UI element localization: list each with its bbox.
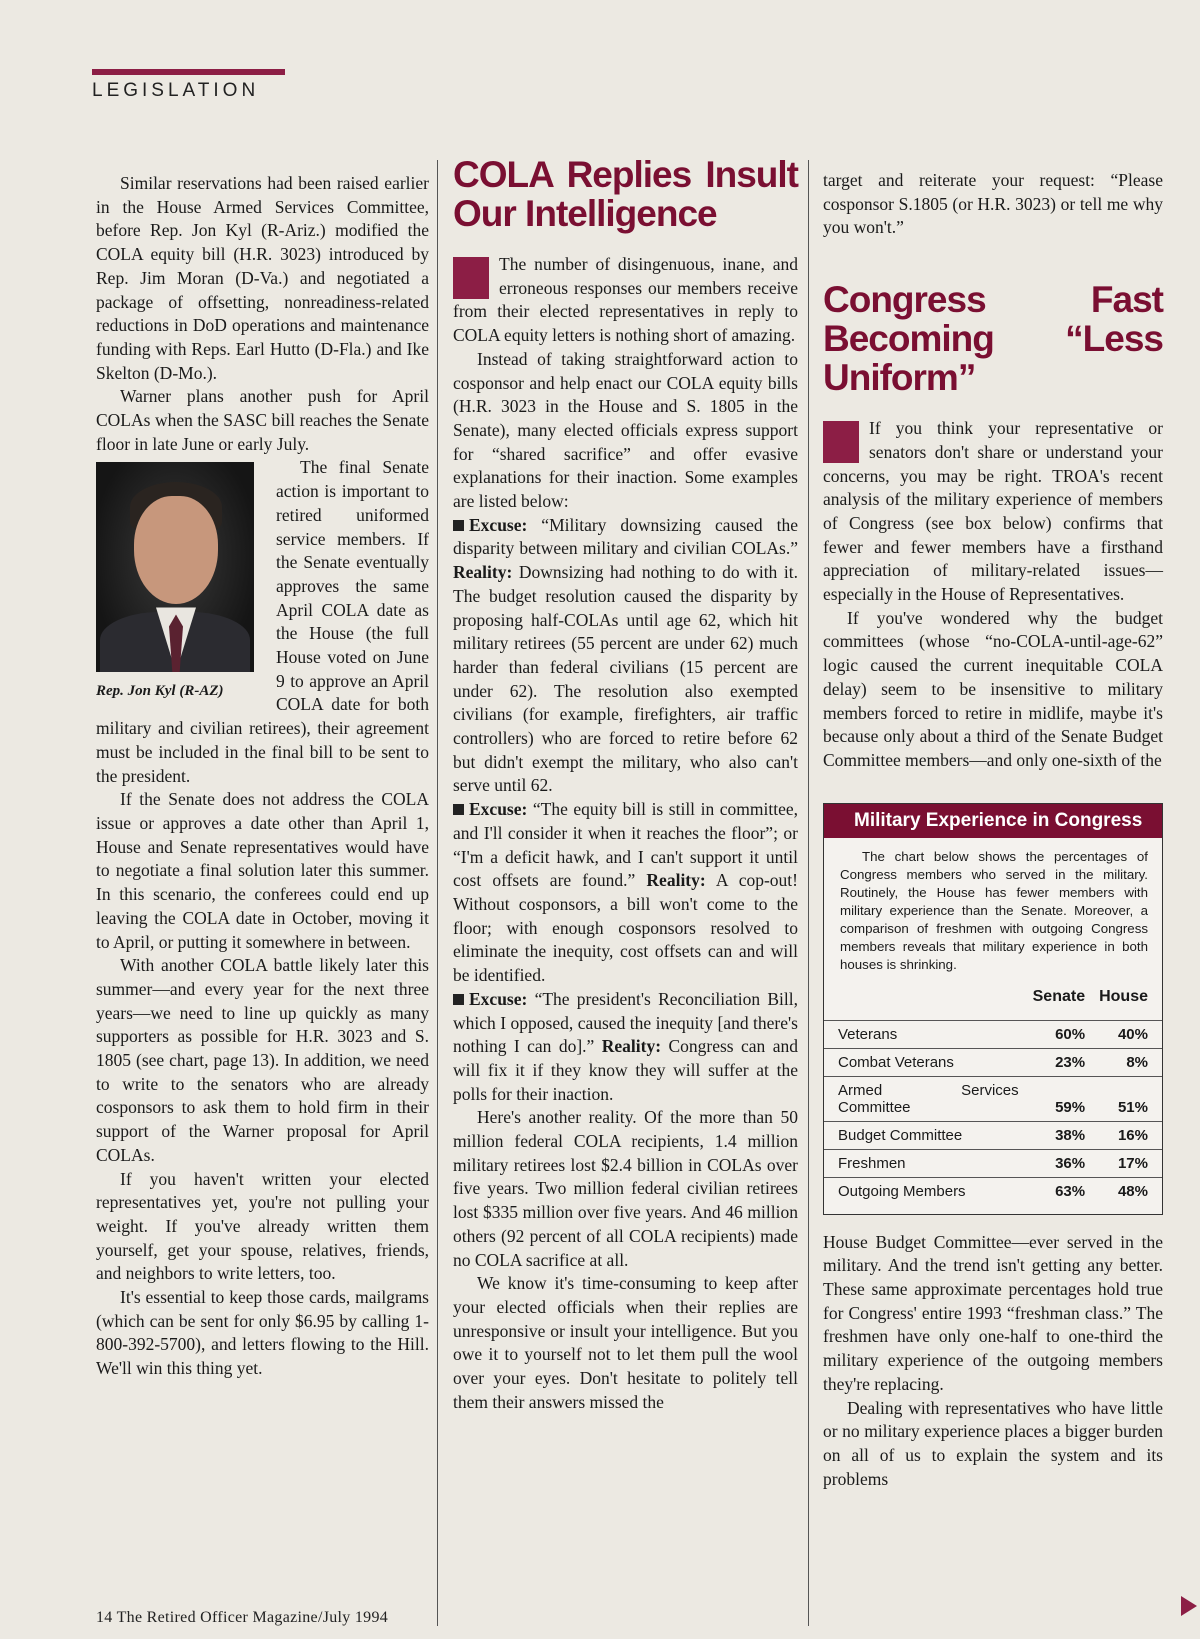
house-value: 51% [1099, 1076, 1162, 1121]
excuse-item [453, 988, 798, 1107]
paragraph: If the Senate does not address the COLA issue or approves a date other than April 1, House and Senate representatives would have to negotiate a final solution later this summer. In this scenario, the conferees could end up leaving the COLA date in October, moving it to April, or putting it somewhere in between. [96, 789, 429, 952]
excuse-text: “The equity bill is still in committee, and I'll consider it when it reaches the floor”; or “I'm a deficit hawk, and I can't support it until cost offsets are found.” [453, 799, 798, 891]
paragraph: If you haven't written your elected representatives yet, you're not pulling your weight. If you've already written them yourself, get your spouse, relatives, friends, and neighbors to write letters, too. [96, 1168, 429, 1284]
reality-text: Congress can and will fix it if they know they will suffer at the polls for their inaction. [453, 1036, 798, 1104]
paragraph-text: The number of disingenuous, inane, and erroneous responses our members receive from their elected representatives in reply to COLA equity letters is nothing short of amazing. [453, 254, 798, 346]
reality-label: Reality: [646, 870, 706, 891]
paragraph [453, 253, 798, 348]
excuse-item [453, 798, 798, 988]
paragraph: Warner plans another push for April COLAs when the SASC bill reaches the Senate floor in late June or early July. [96, 386, 429, 454]
column-divider-2 [808, 160, 809, 1626]
table-header-senate: Senate [1032, 987, 1086, 1005]
paragraph [823, 417, 1163, 607]
senate-value: 60% [1033, 1020, 1099, 1048]
continue-arrow-icon [1181, 1596, 1197, 1616]
house-value: 40% [1099, 1020, 1162, 1048]
table-header-row [824, 984, 1162, 1021]
page-footer: 14 The Retired Officer Magazine/July 1994 [96, 1609, 389, 1626]
row-label: Veterans [824, 1020, 1033, 1048]
paragraph: Dealing with representatives who have little or no military experience places a bigger burden on all of us to explain the system and its problems [823, 1397, 1163, 1489]
row-label: Armed Services Committee [824, 1076, 1033, 1121]
article-headline: COLA Replies Insult Our Intelligence [453, 154, 798, 234]
table-row [824, 1020, 1162, 1048]
table-row [824, 1076, 1162, 1121]
house-value: 48% [1099, 1177, 1162, 1214]
bullet-square-icon [453, 994, 464, 1005]
table-row [824, 1121, 1162, 1149]
reality-label: Reality: [453, 562, 513, 583]
paragraph-text: If you think your representative or senators don't share or understand your concerns, you may be right. TROA's recent analysis of the military experience of members of Congress (see box below) confirms that fewer and fewer members have a firsthand appreciation of military-related issues—especially in the House of Representatives. [823, 418, 1163, 605]
house-value: 16% [1099, 1121, 1162, 1149]
paragraph: Here's another reality. Of the more than 50 million federal COLA recipients, 1.4 million military retirees lost $2.4 billion in COLAs over five years. Two million federal civilian retirees lost $335 million over five years. And 46 million others (92 percent of all COLA recipients) made no COLA sacrifice at all. [453, 1107, 798, 1270]
row-label: Combat Veterans [824, 1048, 1033, 1076]
row-label: Freshmen [824, 1149, 1033, 1177]
row-label: Outgoing Members [824, 1177, 1033, 1214]
article-headline: Congress Fast Becoming “Less Uniform” [823, 279, 1163, 399]
photo-face [134, 496, 218, 604]
military-experience-box [823, 803, 1163, 1215]
bullet-square-icon [453, 804, 464, 815]
reality-text: A cop-out! Without cosponsors, a bill won't come to the floor; with enough cosponsors resolved to eliminate the inequity, cost offsets can and will be identified. [453, 870, 798, 986]
senate-value: 36% [1033, 1149, 1099, 1177]
portrait-photo [96, 462, 254, 672]
paragraph: We know it's time-consuming to keep after your elected officials when their replies are unresponsive or insult your intelligence. But you owe it to yourself not to let them pull the wool over your eyes. Don't hesitate to politely tell them their answers missed the [453, 1273, 798, 1412]
house-value: 8% [1099, 1048, 1162, 1076]
senate-value: 38% [1033, 1121, 1099, 1149]
column-3 [823, 169, 1163, 1491]
excuse-label: Excuse: [469, 514, 528, 535]
excuse-label: Excuse: [469, 988, 528, 1009]
table-row [824, 1177, 1162, 1214]
paragraph: target and reiterate your request: “Please cosponsor S.1805 (or H.R. 3023) or tell me why you won't.” [823, 170, 1163, 238]
paragraph: It's essential to keep those cards, mailgrams (which can be sent for only $6.95 by calling 1-800-392-5700), and letters flowing to the Hill. We'll win this thing yet. [96, 1287, 429, 1379]
excuse-label: Excuse: [469, 799, 528, 820]
excuse-text: “The president's Reconciliation Bill, which I opposed, caused the inequity [and there's nothing I can do].” [453, 988, 799, 1057]
table-header-blank [824, 984, 1033, 1021]
excuse-item [453, 514, 798, 798]
photo-caption: Rep. Jon Kyl (R-AZ) [96, 683, 224, 700]
reality-text: Downsizing had nothing to do with it. The budget resolution caused the disparity by proposing half-COLAs until age 62, which hit military retirees (55 percent are under 62) much harder than federal civilians (15 percent are under 62). The resolution also exempted civilians (for example, firefighters, air traffic controllers) who are forced to retire before 62 but didn't exempt the military, who also can't serve until 62. [453, 562, 798, 796]
senate-value: 63% [1033, 1177, 1099, 1214]
senate-value: 23% [1033, 1048, 1099, 1076]
house-value: 17% [1099, 1149, 1162, 1177]
senate-value: 59% [1033, 1076, 1099, 1121]
photo-figure [96, 462, 256, 704]
paragraph-text: The final Senate action is important to retired uniformed service members. If the Senate eventually approves the same April COLA date as the House (the full House voted on June 9 to approve an April COLA date for both military and civilian retirees), their agreement must be included in the final bill to be sent to the president. [96, 457, 429, 786]
column-1 [96, 172, 429, 1381]
drop-cap-square [823, 421, 859, 463]
column-divider-1 [437, 160, 438, 1626]
bullet-square-icon [453, 520, 464, 531]
table-row [824, 1048, 1162, 1076]
column-2 [453, 155, 798, 1414]
reality-label: Reality: [601, 1036, 662, 1057]
military-experience-table [824, 984, 1162, 1214]
paragraph: With another COLA battle likely later this summer—and every year for the next three years—we need to line up quickly as many supporters as possible for H.R. 3023 and S. 1805 (see chart, page 13). In addition, we need to write to the senators who are already cosponsors to ask them to hold firm in their support of the Warner proposal for April COLAs. [96, 955, 429, 1165]
paragraph: Instead of taking straightforward action to cosponsor and help enact our COLA equity bills (H.R. 3023 in the House and S. 1805 in the Senate), many elected officials express support for “shared sacrifice” and offer evasive explanations for their inaction. Some examples are listed below: [453, 348, 798, 512]
table-row [824, 1149, 1162, 1177]
paragraph: If you've wondered why the budget committees (whose “no-COLA-until-age-62” logic caused the current inequitable COLA delay) seem to be insensitive to military members forced to retire in midlife, maybe it's because only about a third of the Senate Budget Committee members—and only one-sixth of the [823, 607, 1163, 770]
box-title: Military Experience in Congress [824, 804, 1162, 838]
paragraph [96, 456, 429, 788]
section-rule [92, 69, 285, 75]
section-label: LEGISLATION [92, 80, 260, 101]
table-header-house: House [1099, 987, 1148, 1005]
box-intro: The chart below shows the percentages of Congress members who served in the military. Routinely, the House has fewer members with military experience than the Senate. Moreover, a comparison of freshmen with outgoing Congress members reveals that military experience in both houses is shrinking. [840, 848, 1148, 972]
paragraph: Similar reservations had been raised earlier in the House Armed Services Committee, before Rep. Jon Kyl (R-Ariz.) modified the COLA equity bill (H.R. 3023) introduced by Rep. Jim Moran (D-Va.) and negotiated a package of offsetting, nonreadiness-related reductions in DoD operations and maintenance funding with Reps. Earl Hutto (D-Fla.) and Ike Skelton (D-Mo.). [96, 173, 429, 383]
row-label: Budget Committee [824, 1121, 1033, 1149]
excuse-text: “Military downsizing caused the disparity between military and civilian COLAs.” [453, 514, 798, 559]
drop-cap-square [453, 257, 489, 299]
paragraph: House Budget Committee—ever served in the military. And the trend isn't getting any better. These same approximate percentages hold true for Congress' entire 1993 “freshman class.” The freshmen have only one-half to one-third the military experience of the outgoing members they're replacing. [823, 1231, 1163, 1394]
